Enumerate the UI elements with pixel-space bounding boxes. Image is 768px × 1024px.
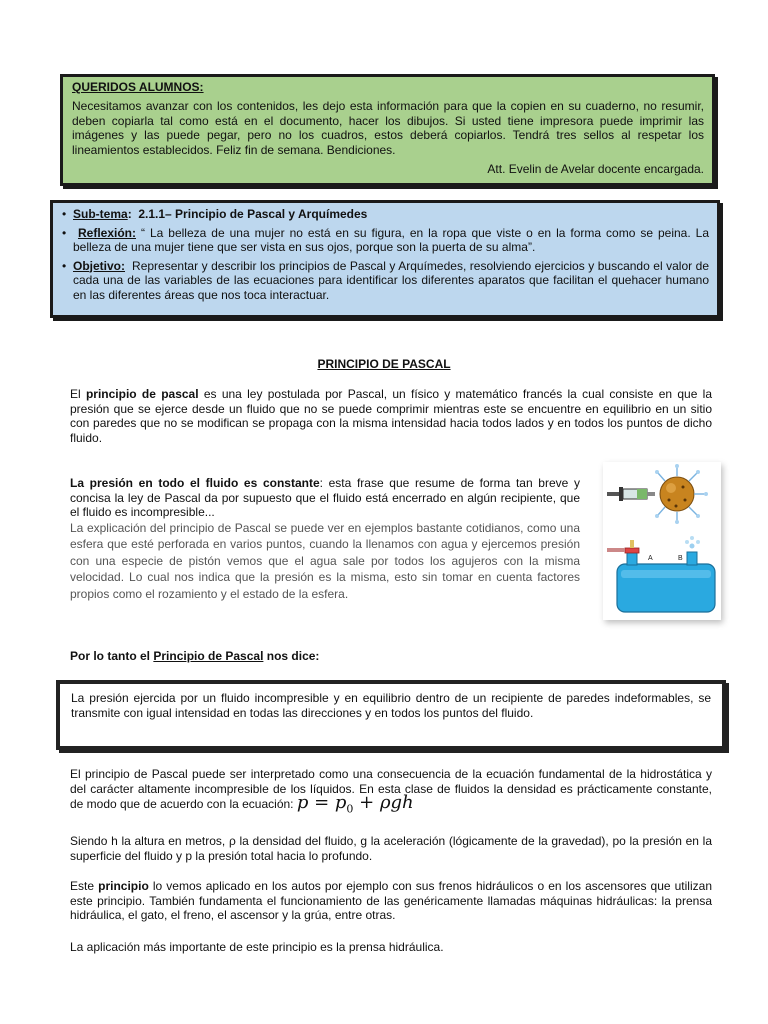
reflexion-text: “ La belleza de una mujer no está en su figura, en la ropa que viste o en la forma como se peina. La belleza de una mujer tiene que ser vista en sus ojos, porque son la puerta de su alma”. (73, 225, 710, 254)
topic-box (50, 200, 720, 318)
principle-link: Principio de Pascal (153, 649, 264, 663)
notice-box (60, 74, 715, 186)
topic-list (61, 207, 709, 302)
interpretation-paragraph: El principio de Pascal puede ser interpretado como una consecuencia de la ecuación fundamental de la hidrostática y del carácter altamente incompresible de los líquidos. En esta clase de fluidos la densidad es prácticamente constante, de modo que de acuerdo con la ecuación: $p = p_0 + \rho gh$ (70, 767, 712, 816)
fluid-container-icon (607, 536, 715, 612)
constant-pressure-block (70, 476, 580, 602)
notice-signature: Att. Evelin de Avelar docente encargada. (487, 162, 704, 176)
subtema-value: 2.1.1– Principio de Pascal y Arquímedes (138, 207, 368, 221)
notice-body: Necesitamos avanzar con los contenidos, les dejo esta información para que la copien en su cuaderno, no resumir, deben copiarla tal como está en el documento, hacer los dibujos. Si usted tiene impresora puede imprimir las imágenes y las puede pegar, pero no los cuadros, estos deberá copiarlos. Tendrá tres sellos al respetar los lineamientos establecidos. Feliz fin de semana. Bendiciones. (72, 99, 704, 157)
applications-paragraph: Este principio lo vemos aplicado en los autos por ejemplo con sus frenos hidráulicos o en los ascensores que utilizan este principio. También fundamenta el funcionamiento de las genéricamente llamadas máquinas hidráulicas: la prensa hidráulica, el gato, el freno, el ascensor y la grúa, entre otras. (70, 879, 712, 922)
reflexion-item (73, 226, 709, 255)
subtema-label: Sub-tema (73, 207, 128, 221)
reflexion-label: Reflexión: (77, 225, 136, 240)
main-application: La aplicación más importante de este principio es la prensa hidráulica. (70, 940, 444, 954)
definition-box (56, 680, 726, 750)
objetivo-text: Representar y describir los principios de Pascal y Arquímedes, resolviendo ejercicios y buscando el valor de cada una de las variables de las ecuaciones para identificar los diferentes aparatos que facilitan el quehacer humano en las diferentes áreas que nos toca interactuar. (73, 258, 709, 302)
explanation-paragraph: La explicación del principio de Pascal se puede ver en ejemplos bastante cotidianos, como una esfera que esté perforada en varios puntos, cuando la llenamos con agua y ejercemos presión con una especie de pistón vemos que el agua sale por todos los agujeros con la misma velocidad. Lo cual nos indica que la presión es la misma, esto sin tomar en cuenta factores propios como el rozamiento y el estado de la esfera. (70, 520, 580, 601)
notice-title: QUERIDOS ALUMNOS: (72, 80, 204, 94)
label-b: B (678, 555, 683, 562)
objetivo-item (73, 259, 709, 303)
definition-text: La presión ejercida por un fluido incompresible y en equilibrio dentro de un recipiente de paredes indeformables, se transmite con igual intensidad en todas las direcciones y en todos los puntos del fluido. (71, 691, 711, 720)
pressure-equation: $p = p_0 + \rho gh$ (296, 792, 414, 816)
label-a: A (648, 555, 653, 562)
pascal-diagram-svg (603, 462, 721, 620)
intro-paragraph: El principio de pascal es una ley postulada por Pascal, un físico y matemático francés la cual consiste en que la presión que se ejerce desde un fluido que no se puede comprimir mientras este se encuentre en equilibrio en un sitio con paredes que no se modifican se propaga con la misma intensidad hacia todos lados y en todos los puntos de dicho fluido. (70, 387, 713, 445)
intro-bold: principio de pascal (85, 387, 199, 401)
subtema-item: • Sub-tema: 2.1.1– Principio de Pascal y Arquímedes (73, 207, 709, 222)
section-title: PRINCIPIO DE PASCAL (317, 357, 451, 371)
principle-says: Por lo tanto el Principio de Pascal nos dice: (70, 649, 320, 663)
objetivo-label: Objetivo: (73, 258, 126, 273)
constant-bold: La presión en todo el fluido es constante (70, 476, 320, 490)
pascal-illustration (603, 462, 721, 620)
variables-paragraph: Siendo h la altura en metros, ρ la densidad del fluido, g la aceleración (lógicamente de la gravedad), po la presión en la superficie del fluido y p la presión total hacia lo profundo. (70, 834, 712, 863)
constant-paragraph: La presión en todo el fluido es constante: esta frase que resume de forma tan breve y concisa la ley de Pascal da por supuesto que el fluido está encerrado en algún recipiente, que el fluido es incompresible... (70, 476, 580, 519)
perforated-sphere-icon (655, 464, 708, 524)
syringe-icon (607, 487, 655, 501)
